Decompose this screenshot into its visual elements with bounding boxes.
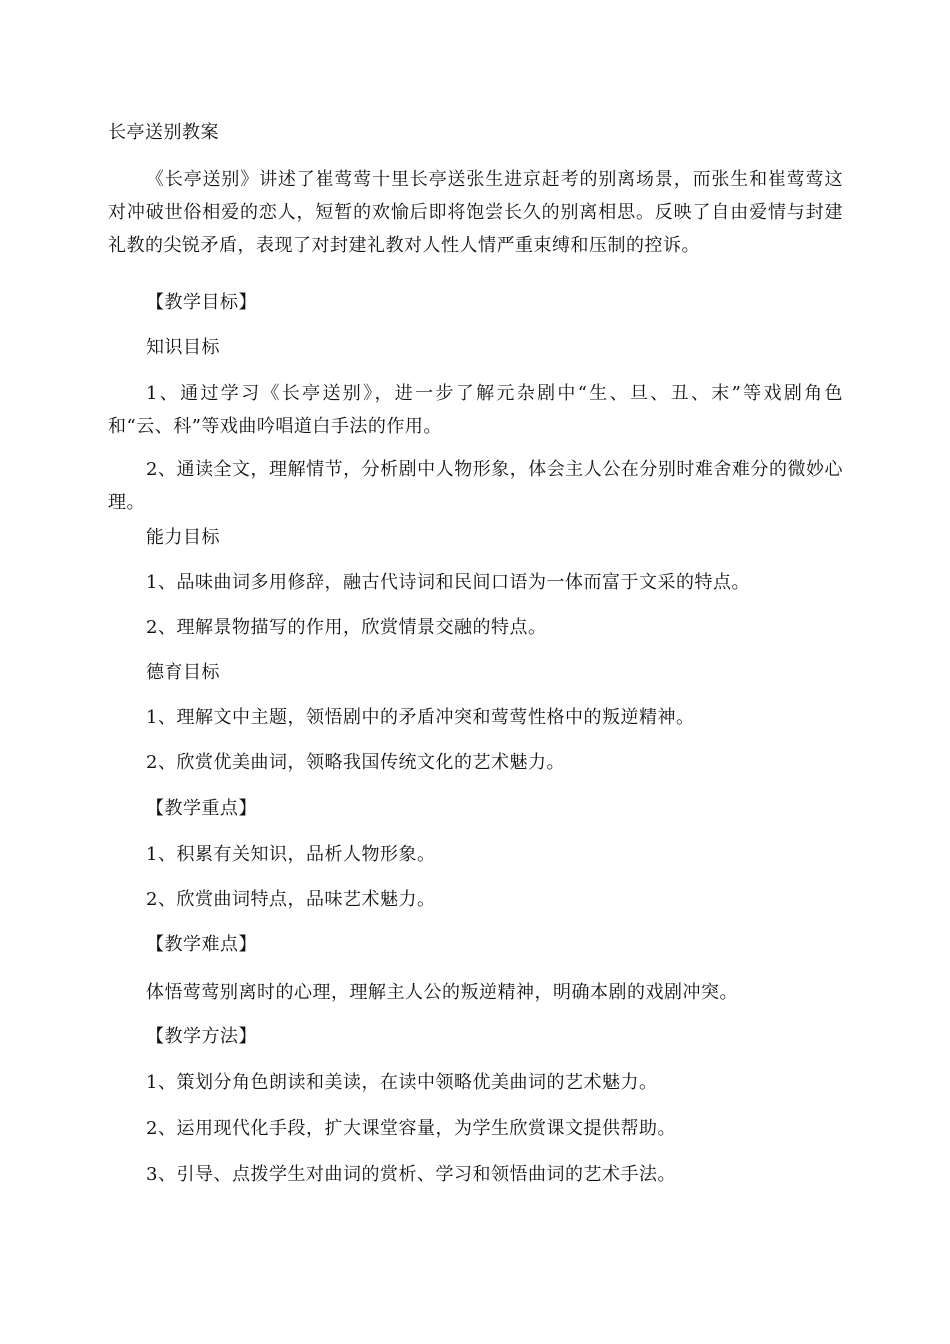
- knowledge-objective-item: 2、通读全文，理解情节，分析剧中人物形象，体会主人公在分别时难舍难分的微妙心理。: [108, 459, 843, 513]
- method-item: 3、引导、点拨学生对曲词的赏析、学习和领悟曲词的艺术手法。: [146, 1164, 676, 1185]
- difficulties-text: 体悟莺莺别离时的心理，理解主人公的叛逆精神，明确本剧的戏剧冲突。: [146, 982, 738, 1003]
- key-point-item: 1、积累有关知识，品析人物形象。: [146, 844, 436, 865]
- methods-heading: 【教学方法】: [146, 1026, 257, 1047]
- difficulties-heading: 【教学难点】: [146, 934, 257, 955]
- method-item: 2、运用现代化手段，扩大课堂容量，为学生欣赏课文提供帮助。: [146, 1118, 676, 1139]
- document-title: 长亭送别教案: [108, 122, 219, 143]
- intro-paragraph: 《长亭送别》讲述了崔莺莺十里长亭送张生进京赶考的别离场景，而张生和崔莺莺这对冲破世俗相爱的恋人，短暂的欢愉后即将饱尝长久的别离相思。反映了自由爱情与封建礼教的尖锐矛盾，表现了对封建礼教对人性人情严重束缚和压制的控诉。: [108, 169, 843, 256]
- knowledge-objectives-heading: 知识目标: [146, 337, 220, 358]
- method-item: 1、策划分角色朗读和美读，在读中领略优美曲词的艺术魅力。: [146, 1072, 658, 1093]
- ability-objective-item: 2、理解景物描写的作用，欣赏情景交融的特点。: [146, 617, 547, 638]
- knowledge-objective-item: 1、通过学习《长亭送别》，进一步了解元杂剧中“生、旦、丑、末”等戏剧角色和“云、科”等戏曲吟唱道白手法的作用。: [108, 383, 843, 437]
- ability-objective-item: 1、品味曲词多用修辞，融古代诗词和民间口语为一体而富于文采的特点。: [146, 572, 750, 593]
- key-points-heading: 【教学重点】: [146, 798, 257, 819]
- moral-objective-item: 1、理解文中主题，领悟剧中的矛盾冲突和莺莺性格中的叛逆精神。: [146, 707, 695, 728]
- ability-objectives-heading: 能力目标: [146, 527, 220, 548]
- moral-objectives-heading: 德育目标: [146, 662, 220, 683]
- objectives-heading: 【教学目标】: [146, 292, 257, 313]
- moral-objective-item: 2、欣赏优美曲词，领略我国传统文化的艺术魅力。: [146, 752, 565, 773]
- key-point-item: 2、欣赏曲词特点，品味艺术魅力。: [146, 889, 436, 910]
